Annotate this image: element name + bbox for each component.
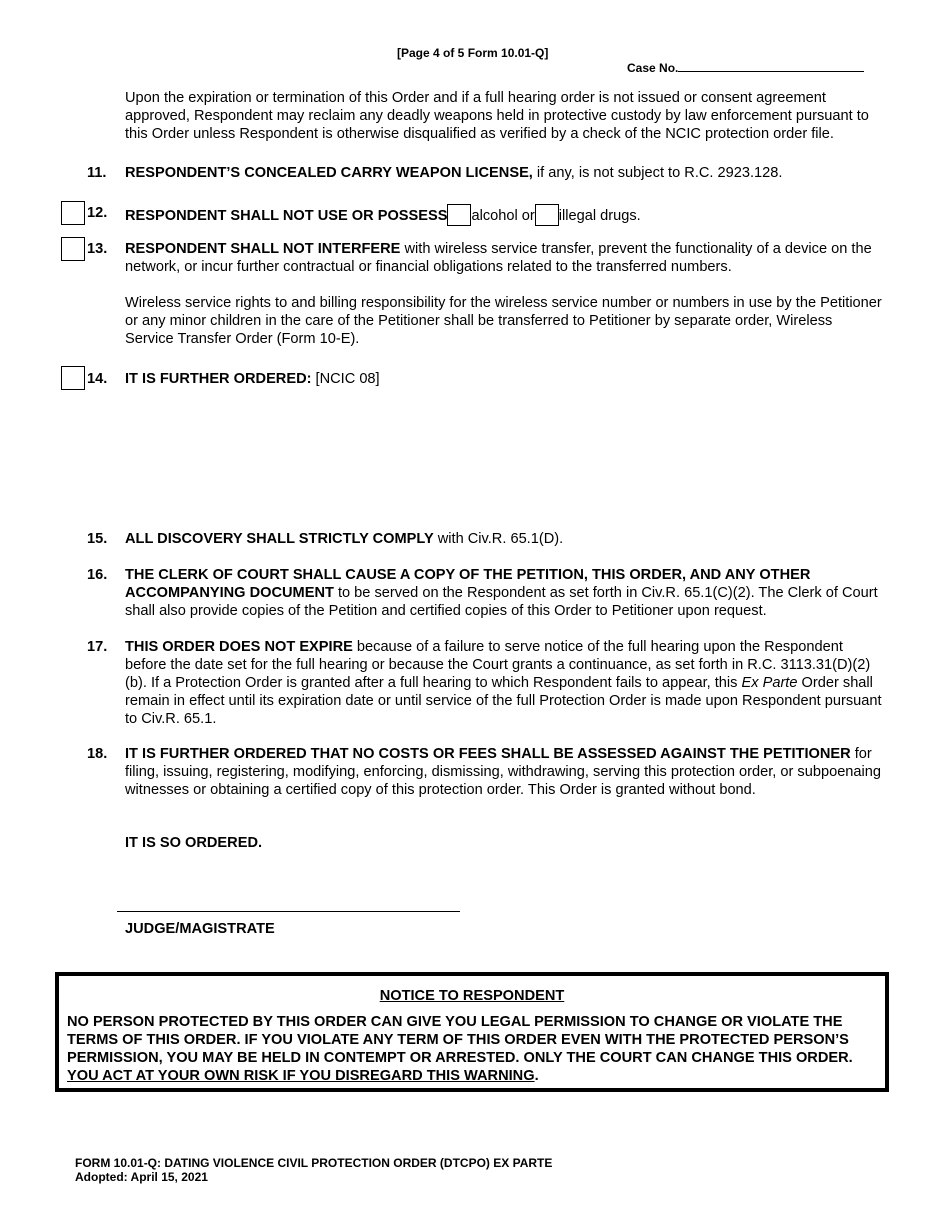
item-17-heading: THIS ORDER DOES NOT EXPIRE: [125, 639, 353, 655]
alcohol-label: alcohol or: [471, 208, 535, 224]
signature-label: JUDGE/MAGISTRATE: [125, 921, 275, 937]
item-17-body-2: Order shall remain in effect until its expiration date or until service of the full Protection Order is made upon Respondent pursuant to Civ.R. 65.1.: [125, 675, 882, 727]
item-14-heading: IT IS FURTHER ORDERED:: [125, 371, 312, 387]
intro-paragraph: Upon the expiration or termination of this Order and if a full hearing order is not issued or consent agreement approved, Respondent may reclaim any deadly weapons held in protective custody by law enforcement pursuant to this Order unless Respondent is otherwise disqualified as verified by a check of the NCIC protection order file.: [125, 90, 869, 142]
item-18-body: for filing, issuing, registering, modifying, enforcing, dismissing, withdrawing, serving this protection order, or subpoenaing witnesses or obtaining a certified copy of this protection order. This Order is granted without bond.: [125, 746, 882, 798]
so-ordered: IT IS SO ORDERED.: [125, 835, 263, 851]
item-13-text: [125, 240, 885, 276]
item-17-italic: Ex Parte: [741, 675, 798, 691]
item-12-heading: RESPONDENT SHALL NOT USE OR POSSESS: [125, 208, 448, 224]
item-15-text: [125, 530, 885, 548]
notice-box: [55, 972, 889, 1092]
item-15-number: 15.: [87, 531, 108, 547]
footer-adopted: Adopted: April 15, 2021: [75, 1170, 208, 1184]
item-17-body-1: because of a failure to serve notice of the full hearing upon the Respondent before the date set for the full hearing or because the Court grants a continuance, as set forth in R.C. 3113.31(D)(2)(b). If a Protection Order is granted after a full hearing to which Respondent fails to appear, this: [125, 639, 871, 691]
item-13-checkbox[interactable]: [61, 237, 85, 261]
item-18-number: 18.: [87, 746, 108, 762]
item-12-text: [125, 204, 885, 226]
alcohol-checkbox[interactable]: [447, 204, 471, 226]
item-14-number: 14.: [87, 371, 108, 387]
item-18-text: [125, 745, 885, 799]
item-11-text: [125, 164, 885, 182]
item-11-body: if any, is not subject to R.C. 2923.128.: [532, 165, 783, 181]
illegal-drugs-checkbox[interactable]: [535, 204, 559, 226]
item-15-heading: ALL DISCOVERY SHALL STRICTLY COMPLY: [125, 531, 434, 547]
notice-warning: YOU ACT AT YOUR OWN RISK IF YOU DISREGARD THIS WARNING: [67, 1068, 535, 1084]
item-13-heading: RESPONDENT SHALL NOT INTERFERE: [125, 241, 401, 257]
item-15-body: with Civ.R. 65.1(D).: [433, 531, 564, 547]
item-13-number: 13.: [87, 241, 108, 257]
item-16-text: [125, 566, 885, 620]
item-11-number: 11.: [87, 165, 107, 181]
item-18-heading: IT IS FURTHER ORDERED THAT NO COSTS OR FEES SHALL BE ASSESSED AGAINST THE PETITIONER: [125, 746, 851, 762]
item-13-paragraph-2: Wireless service rights to and billing responsibility for the wireless service number or numbers in use by the Petitioner or any minor children in the care of the Petitioner shall be transferred to Petitioner by separate order, Wireless Service Transfer Order (Form 10-E).: [125, 295, 882, 347]
footer-form-title: FORM 10.01-Q: DATING VIOLENCE CIVIL PROTECTION ORDER (DTCPO) EX PARTE: [75, 1156, 553, 1170]
page-label: [Page 4 of 5 Form 10.01-Q]: [397, 46, 549, 60]
case-number-line: [678, 60, 864, 72]
footer: [75, 1156, 552, 1184]
item-14-body: [NCIC 08]: [311, 371, 380, 387]
item-12-checkbox[interactable]: [61, 201, 85, 225]
item-14-checkbox[interactable]: [61, 366, 85, 390]
notice-end: .: [534, 1068, 539, 1084]
item-11-heading: RESPONDENT’S CONCEALED CARRY WEAPON LICENSE,: [125, 165, 533, 181]
illegal-drugs-label: illegal drugs.: [558, 208, 641, 224]
item-13-body: with wireless service transfer, prevent the functionality of a device on the network, or incur further contractual or financial obligations related to the transferred numbers.: [125, 241, 872, 275]
item-12-number: 12.: [87, 205, 108, 221]
item-17-text: [125, 638, 885, 728]
item-16-body: to be served on the Respondent as set forth in Civ.R. 65.1(C)(2). The Clerk of Court shall also provide copies of the Petition and certified copies of this Order to Petitioner upon request.: [125, 585, 878, 619]
case-number-label: Case No.: [627, 61, 679, 75]
signature-line[interactable]: [117, 911, 460, 912]
notice-text: NO PERSON PROTECTED BY THIS ORDER CAN GIVE YOU LEGAL PERMISSION TO CHANGE OR VIOLATE THE TERMS OF THIS ORDER. IF YOU VIOLATE ANY TERM OF THIS ORDER EVEN WITH THE PROTECTED PERSON’S PERMISSION, YOU MAY BE HELD IN CONTEMPT OR ARRESTED. ONLY THE COURT CAN CHANGE THIS ORDER.: [67, 1014, 853, 1066]
item-17-number: 17.: [87, 639, 108, 655]
item-14-text: [125, 370, 885, 388]
case-number-field[interactable]: [627, 59, 864, 77]
notice-body: [67, 1013, 882, 1085]
notice-title: NOTICE TO RESPONDENT: [379, 988, 565, 1004]
item-16-heading: THE CLERK OF COURT SHALL CAUSE A COPY OF THE PETITION, THIS ORDER, AND ANY OTHER ACCOMPANYING DOCUMENT: [125, 567, 811, 601]
item-16-number: 16.: [87, 567, 108, 583]
